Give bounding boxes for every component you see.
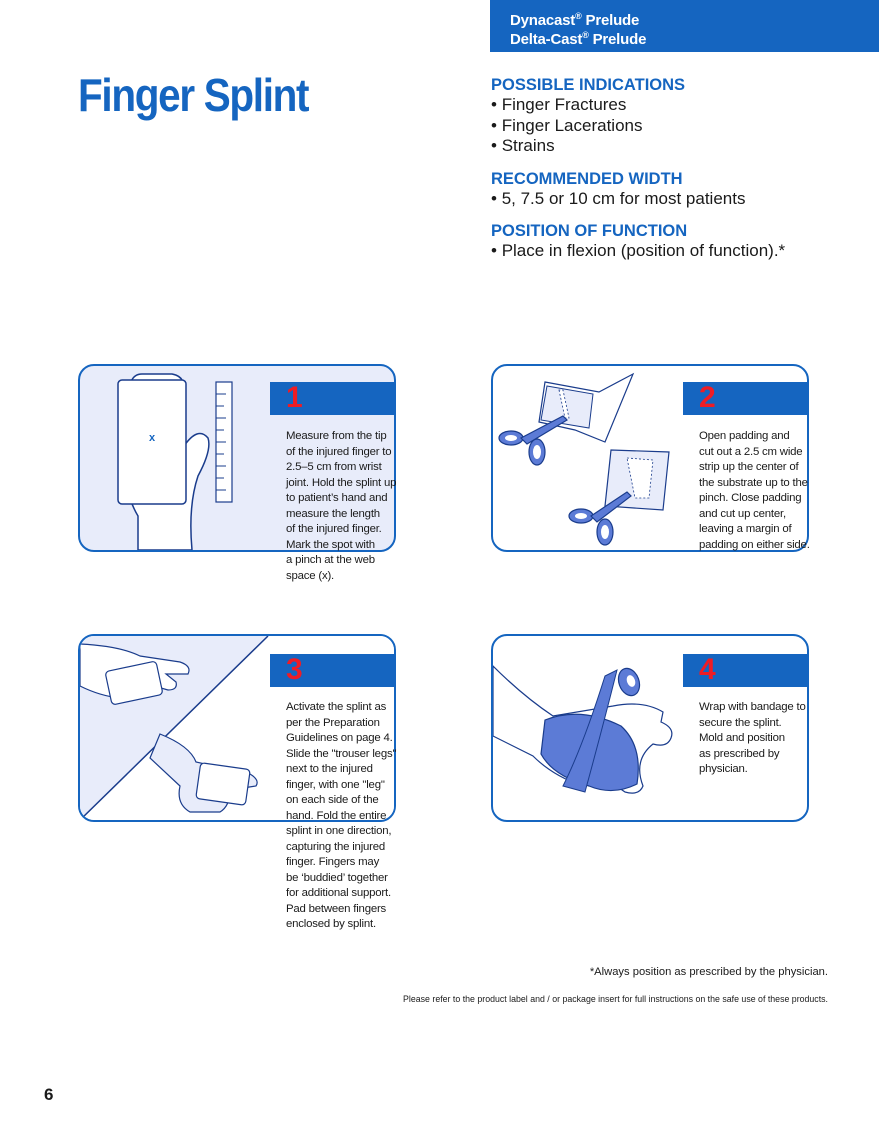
- step-1-line: to patient’s hand and: [286, 492, 388, 504]
- step-1-line: a pinch at the web: [286, 554, 375, 566]
- brand-suffix: Prelude: [581, 12, 640, 29]
- step-3-line: for additional support.: [286, 887, 391, 899]
- step-3-line: next to the injured: [286, 763, 373, 775]
- step-3-line: Guidelines on page 4.: [286, 732, 393, 744]
- footnote: *Always position as prescribed by the physician.: [589, 966, 828, 978]
- step-2-text: [699, 429, 819, 553]
- step-4-number: 4: [699, 653, 716, 686]
- step-4-line: Mold and position: [699, 732, 785, 744]
- step-1-line: space (x).: [286, 569, 335, 582]
- step-3-text: [286, 700, 406, 933]
- step-2-line: leaving a margin of: [699, 523, 792, 535]
- brand-line-delta-cast: [510, 31, 646, 49]
- step-2-line: pinch. Close padding: [699, 492, 802, 504]
- step-3-line: be ‘buddied’ together: [286, 871, 388, 884]
- page-number: 6: [44, 1085, 54, 1104]
- step-1-line: Measure from the tip: [286, 430, 387, 442]
- step-3-line: finger. Fingers may: [286, 856, 380, 868]
- step-1-line: joint. Hold the splint up: [286, 476, 397, 489]
- list-item: • Strains: [491, 136, 861, 157]
- step-4-line: secure the splint.: [699, 716, 782, 729]
- step-4-line: as prescribed by: [699, 747, 780, 760]
- step-1-bar: [270, 382, 396, 415]
- disclaimer: Please refer to the product label and / or package insert for full instructions on the safe use of these products.: [403, 994, 828, 1004]
- list-item: • Finger Lacerations: [491, 116, 861, 137]
- registered-mark: ®: [575, 11, 582, 21]
- step-3-number: 3: [286, 653, 303, 686]
- step-2-line: Open padding and: [699, 430, 790, 442]
- step-3-bar: [270, 654, 396, 687]
- step-4-text: [699, 700, 819, 778]
- position-section: [491, 221, 861, 262]
- brand-suffix: Prelude: [588, 31, 647, 48]
- step-3-line: per the Preparation: [286, 716, 380, 729]
- step-4-bar: [683, 654, 809, 687]
- step-3-line: finger, with one "leg": [286, 778, 385, 791]
- step-2-bar: [683, 382, 809, 415]
- position-list: [491, 241, 861, 262]
- position-heading: POSITION OF FUNCTION: [491, 222, 688, 240]
- step-1-line: measure the length: [286, 507, 380, 520]
- step-3-line: Activate the splint as: [286, 701, 387, 713]
- brand-banner: [490, 0, 879, 52]
- width-section: [491, 169, 861, 210]
- indications-list: [491, 95, 861, 157]
- step-2-line: cut out a 2.5 cm wide: [699, 445, 803, 458]
- page-title: Finger Splint: [78, 69, 309, 121]
- list-item: • Finger Fractures: [491, 95, 861, 116]
- step-1-line: of the injured finger.: [286, 523, 382, 535]
- step-2-line: and cut up center,: [699, 507, 786, 520]
- step-4-line: Wrap with bandage to: [699, 701, 806, 713]
- step-2-number: 2: [699, 381, 716, 414]
- web-space-mark: x: [149, 432, 156, 444]
- brand-name-dynacast: Dynacast: [510, 12, 576, 29]
- indications-section: [491, 75, 861, 157]
- step-3-line: on each side of the: [286, 794, 379, 806]
- step-3-line: capturing the injured: [286, 840, 386, 853]
- step-1-line: 2.5–5 cm from wrist: [286, 461, 382, 473]
- list-item: • Place in flexion (position of function).*: [491, 241, 861, 262]
- step-4-line: physician.: [699, 763, 748, 775]
- list-item: • 5, 7.5 or 10 cm for most patients: [491, 189, 861, 210]
- step-1-line: Mark the spot with: [286, 538, 375, 551]
- step-3-line: Pad between fingers: [286, 902, 387, 915]
- indications-heading: POSSIBLE INDICATIONS: [491, 76, 686, 94]
- step-3-line: Slide the "trouser legs": [286, 747, 397, 760]
- registered-mark: ®: [582, 30, 589, 40]
- step-3-line: hand. Fold the entire: [286, 809, 387, 822]
- step-2-line: strip up the center of: [699, 461, 799, 473]
- step-3-line: splint in one direction,: [286, 825, 392, 837]
- step-1-line: of the injured finger to: [286, 445, 392, 458]
- step-2-line: padding on either side.: [699, 538, 810, 551]
- step-1-text: [286, 429, 406, 584]
- step-2-line: the substrate up to the: [699, 476, 808, 489]
- width-list: [491, 189, 861, 210]
- brand-line-dynacast: [510, 12, 639, 30]
- step-3-line: enclosed by splint.: [286, 918, 376, 930]
- step-1-number: 1: [286, 381, 303, 414]
- width-heading: RECOMMENDED WIDTH: [491, 170, 683, 188]
- brand-name-delta-cast: Delta-Cast: [510, 31, 583, 48]
